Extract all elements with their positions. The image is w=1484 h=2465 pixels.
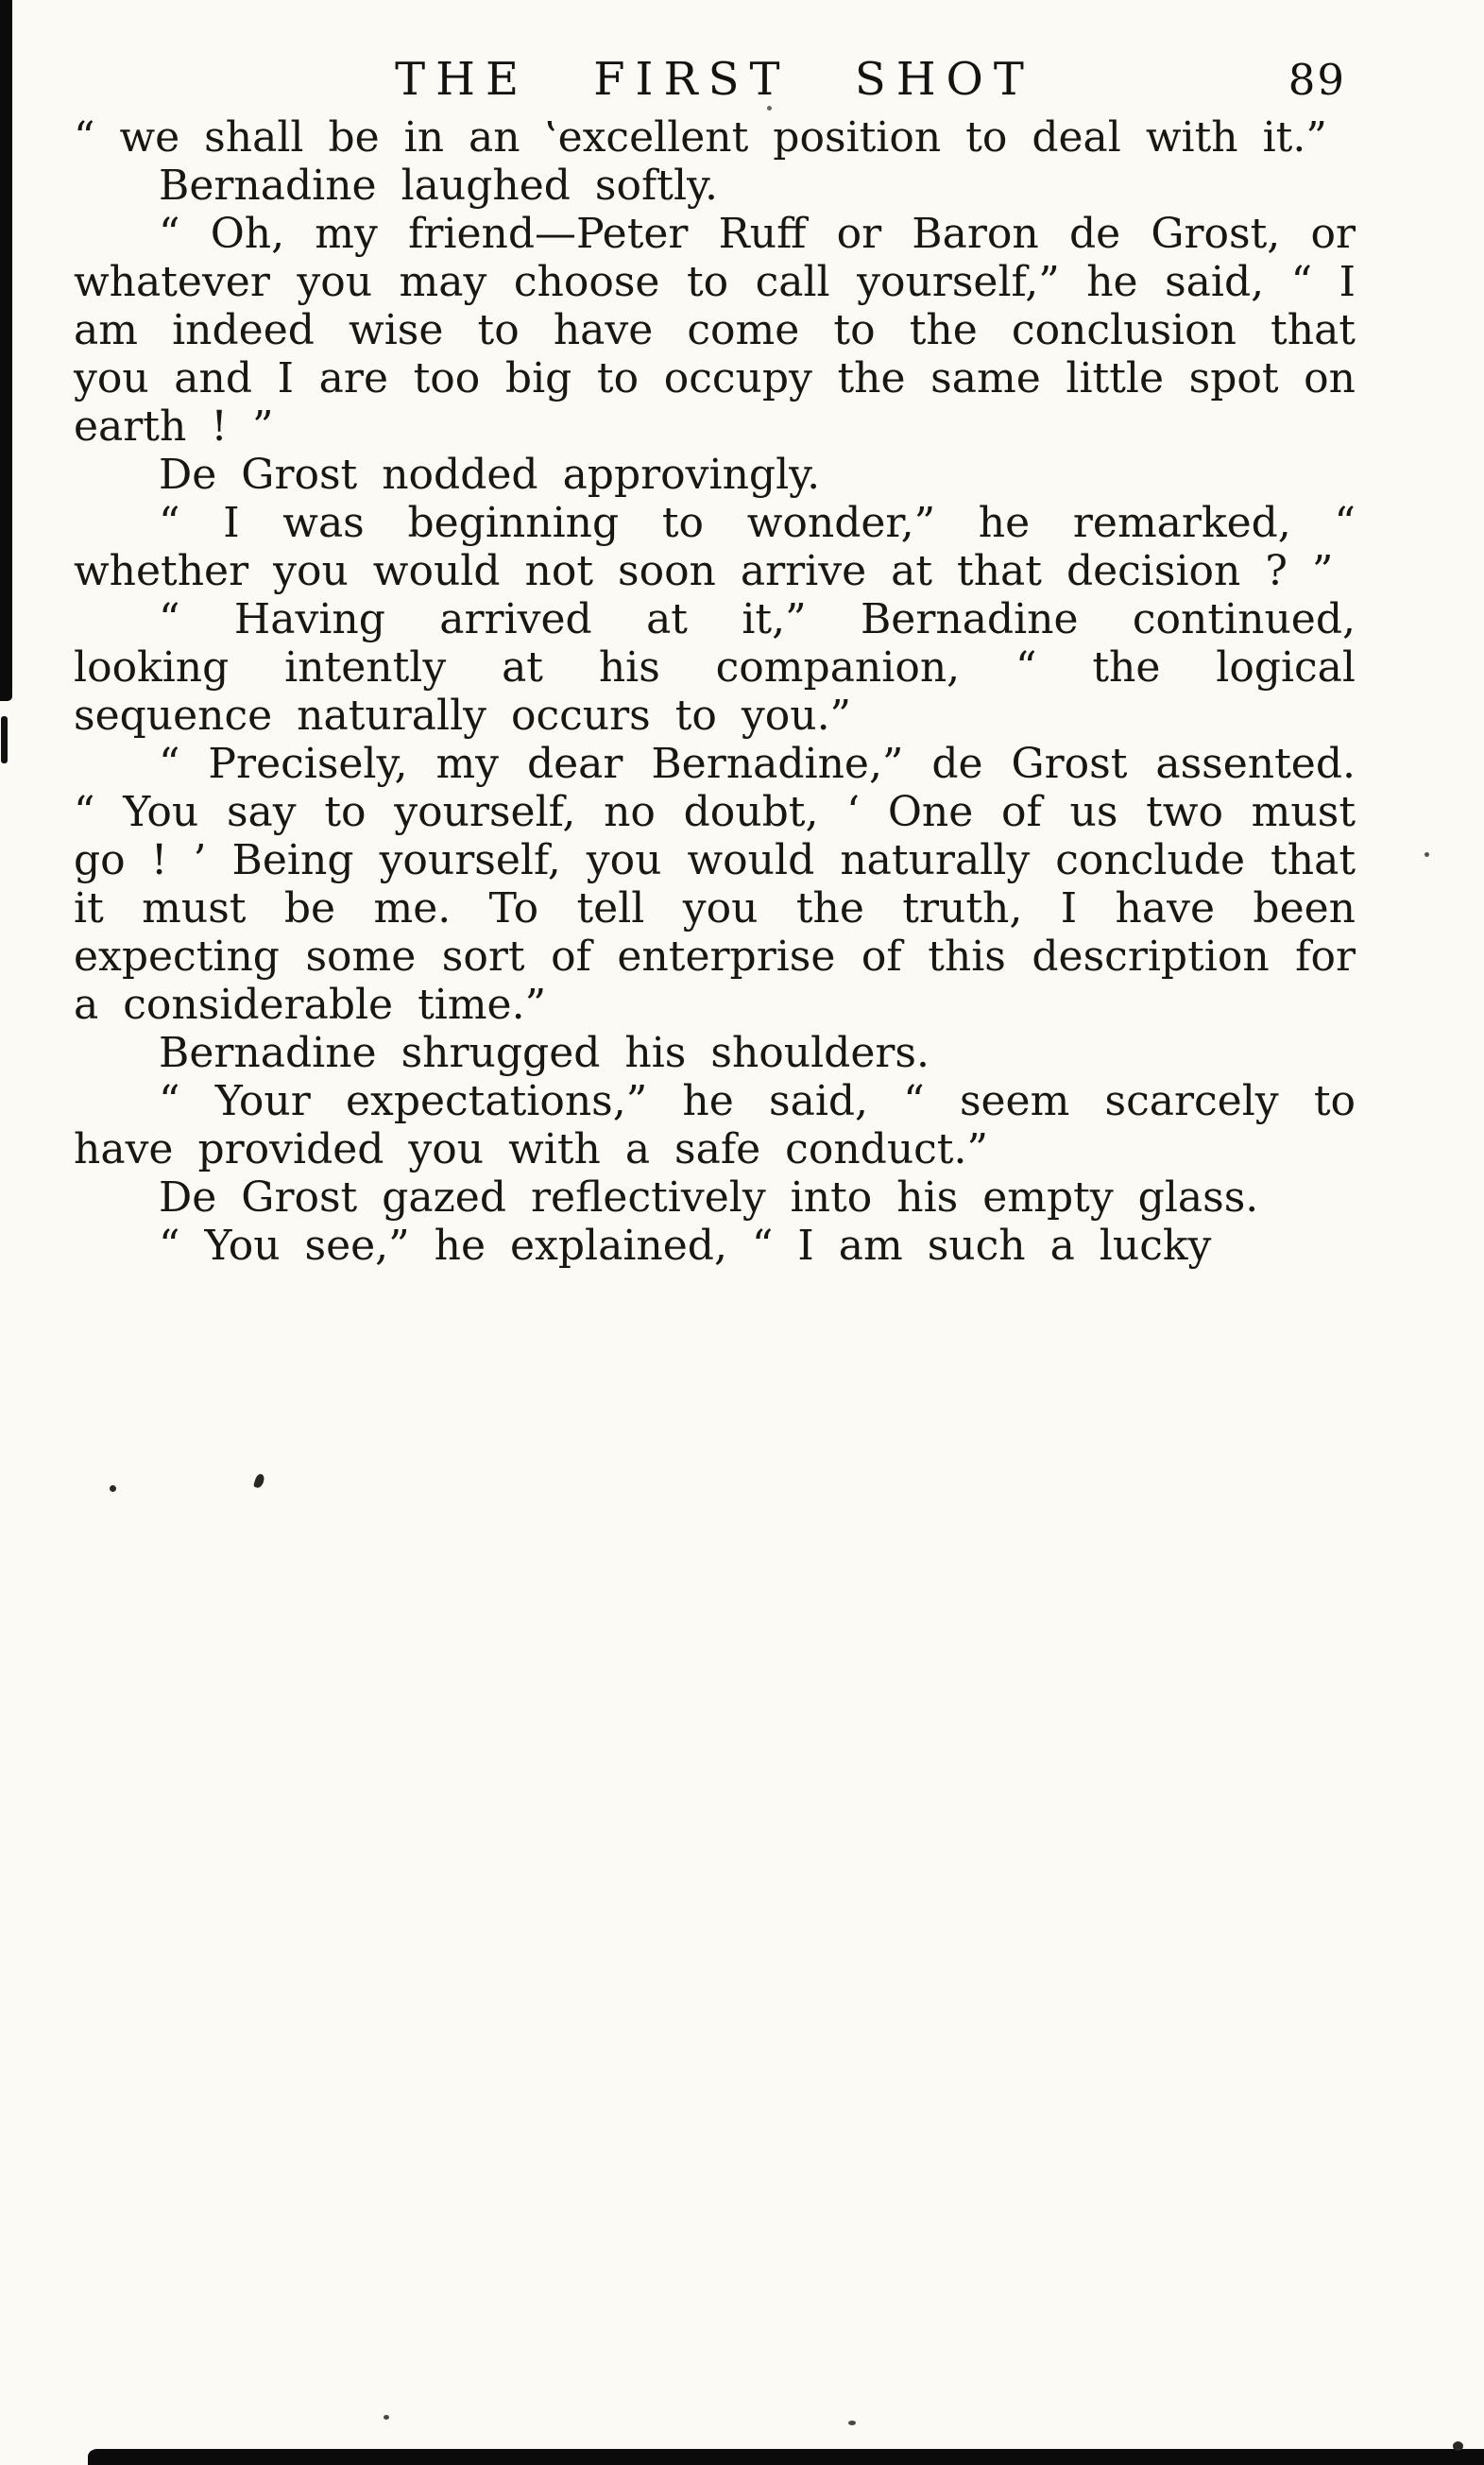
paragraph: Bernadine laughed softly. xyxy=(159,162,719,210)
scan-speck xyxy=(253,1473,265,1489)
scan-speck xyxy=(848,2421,856,2425)
scan-edge-left-dash xyxy=(1,716,8,763)
paragraph: “ Having arrived at it,” Bernadine continued, looking intently at his companion, “ the logical sequence naturally occurs to you.” xyxy=(74,595,1356,740)
scan-speck xyxy=(1453,2441,1463,2451)
paragraph: “ we shall be in an ‛excellent position to deal with it.” xyxy=(74,113,1327,162)
paragraph: “ Oh, my friend—Peter Ruff or Baron de Grost, or whatever you may choose to call yourself,” he said, “ I am indeed wise to have come to the conclusion that you and I are too big to occupy the same little spot on earth ! ” xyxy=(74,210,1356,451)
paragraph: “ Your expectations,” he said, “ seem scarcely to have provided you with a safe conduct.” xyxy=(74,1077,1356,1173)
scan-speck xyxy=(1424,852,1429,857)
scan-edge-bottom-bar xyxy=(88,2449,1484,2465)
paragraph: De Grost gazed reflectively into his empty glass. xyxy=(159,1173,1259,1222)
paragraph: “ Precisely, my dear Bernadine,” de Grost assented. “ You say to yourself, no doubt, ‘ One of us two must go ! ’ Being yourself, you would naturally conclude that it must be me. To tell you the truth, I have been expecting some sort of enterprise of this description for a considerable time.” xyxy=(74,740,1356,1029)
paragraph: De Grost nodded approvingly. xyxy=(159,451,821,499)
scan-edge-left-bar xyxy=(0,0,12,701)
page-number: 89 xyxy=(1288,55,1346,105)
scan-speck xyxy=(110,1485,116,1492)
running-title: THE FIRST SHOT xyxy=(395,53,1034,106)
page-header xyxy=(74,53,1356,106)
scan-speck xyxy=(767,106,772,111)
paragraph: “ I was beginning to wonder,” he remarked, “ whether you would not soon arrive at that decision ? ” xyxy=(74,499,1356,595)
paragraph: Bernadine shrugged his shoulders. xyxy=(159,1029,930,1077)
text-block xyxy=(74,113,1356,1270)
paragraph: “ You see,” he explained, “ I am such a lucky xyxy=(159,1222,1212,1270)
scan-speck xyxy=(384,2415,389,2420)
